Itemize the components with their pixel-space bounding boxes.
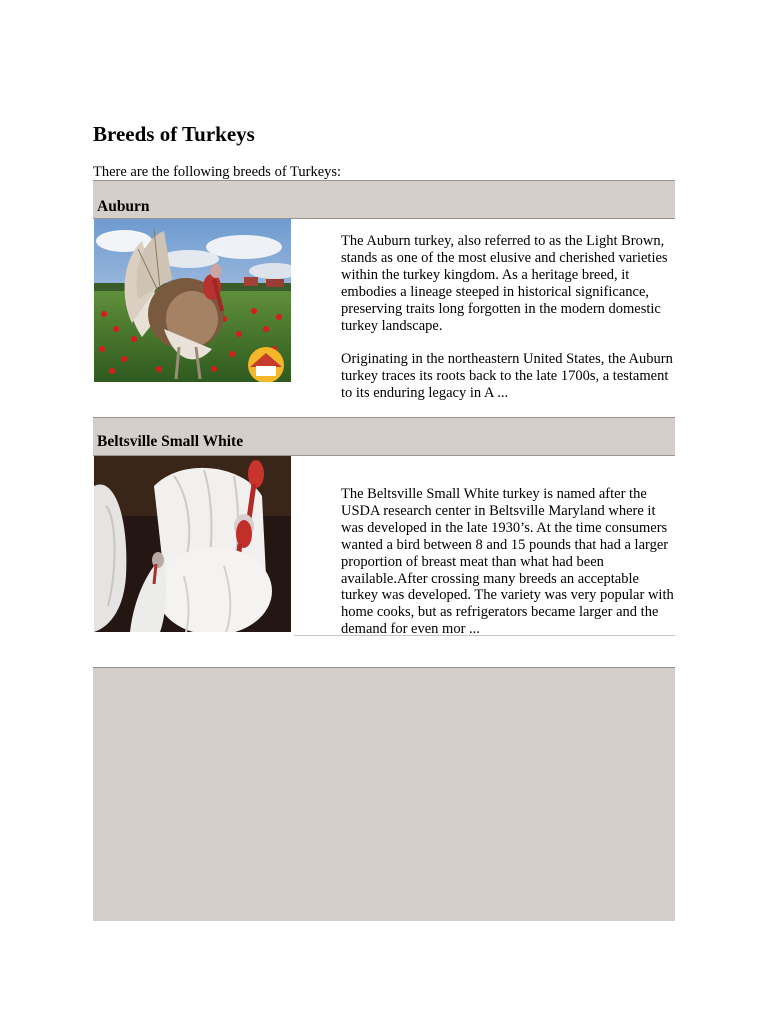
breed-name: Auburn [97, 198, 150, 215]
breed-header-beltsville-small-white [93, 417, 675, 456]
page-title: Breeds of Turkeys [93, 122, 255, 146]
breed-paragraph: The Beltsville Small White turkey is named after the USDA research center in Beltsville Maryland where it was developed in the late 1930’s. At the time consumers wanted a bird between 8 and 15 pounds that had a larger proportion of breast meat than what had been available.After crossing many breeds an acceptable turkey was developed. The variety was very popular with home cooks, but as refrigerators became larger and the demand for even mor ... [341, 486, 674, 638]
breed-description-beltsville-small-white [341, 486, 675, 638]
empty-footer-panel [93, 667, 675, 921]
auburn-turkey-photo [94, 219, 291, 382]
breed-description-auburn [341, 233, 675, 402]
intro-text: There are the following breeds of Turkeys: [93, 164, 342, 180]
breed-paragraph: The Auburn turkey, also referred to as the Light Brown, stands as one of the most elusive and cherished varieties within the turkey kingdom. As a heritage breed, it embodies a lineage steeped in historical significance, preserving traits long forgotten in the modern domestic turkey landscape. [341, 233, 668, 334]
beltsville-small-white-turkey-photo [94, 456, 291, 632]
breed-paragraph: Originating in the northeastern United States, the Auburn turkey traces its roots back to the late 1700s, a testament to its enduring legacy in A ... [341, 351, 673, 402]
breed-header-auburn [93, 180, 675, 219]
breed-name: Beltsville Small White [97, 433, 244, 450]
row-divider [294, 635, 675, 636]
